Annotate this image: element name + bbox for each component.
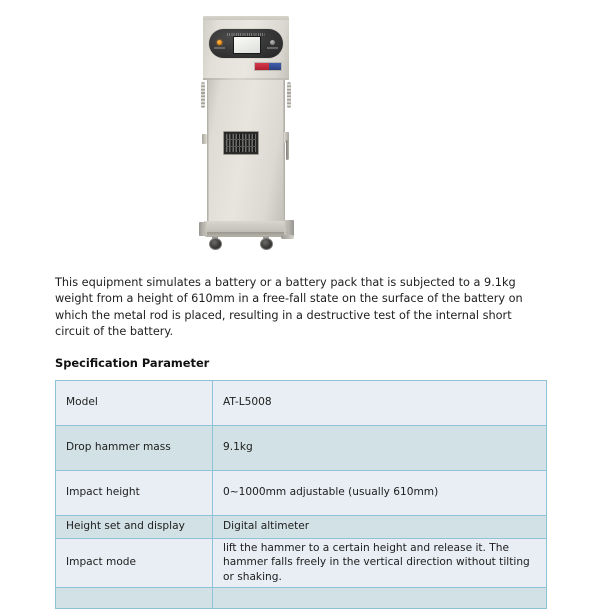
spec-label: Height set and display xyxy=(56,515,213,538)
ventilation-grille-icon xyxy=(223,131,259,155)
caster-wheel-left xyxy=(209,235,220,248)
spec-value: 0~1000mm adjustable (usually 610mm) xyxy=(213,470,547,515)
specification-table-body xyxy=(56,380,547,608)
logo-blue-segment xyxy=(269,63,281,70)
vent-rail-bottom xyxy=(226,146,256,147)
table-row xyxy=(56,470,547,515)
touchscreen-display-icon[interactable] xyxy=(233,36,261,54)
door-edge-left xyxy=(207,80,209,228)
pedal-bar xyxy=(281,235,294,239)
safety-chain-left xyxy=(201,82,205,108)
caster-wheel-left-tire xyxy=(209,238,222,250)
emergency-stop-button[interactable] xyxy=(217,40,222,45)
table-row xyxy=(56,538,547,587)
caster-wheel-right-tire xyxy=(260,238,273,250)
specification-table-wrapper xyxy=(0,370,600,609)
safety-chain-right xyxy=(287,82,291,108)
spec-value: 9.1kg xyxy=(213,425,547,470)
spec-label xyxy=(56,587,213,608)
spec-label: Drop hammer mass xyxy=(56,425,213,470)
power-button-label xyxy=(267,47,278,49)
manufacturer-logo-plate xyxy=(254,62,282,71)
section-heading-specification-parameter: Specification Parameter xyxy=(55,355,210,370)
logo-red-segment xyxy=(255,63,269,70)
product-description: This equipment simulates a battery or a battery pack that is subjected to a 9.1kg weight from a height of 610mm in a free-fall state on the surface of the battery on which the metal rod is placed, resulting in a destructive test of the internal short circuit of the battery. xyxy=(55,276,523,339)
table-row xyxy=(56,380,547,425)
spec-label: Impact mode xyxy=(56,538,213,587)
drop-hammer-test-machine xyxy=(196,16,296,248)
door-handle xyxy=(286,140,289,160)
door-edge-right xyxy=(283,80,285,228)
caster-wheel-right xyxy=(260,235,271,248)
table-row xyxy=(56,587,547,608)
emergency-stop-label xyxy=(214,47,225,49)
spec-label: Impact height xyxy=(56,470,213,515)
spec-value xyxy=(213,587,547,608)
power-button[interactable] xyxy=(270,40,275,45)
spec-value: Digital altimeter xyxy=(213,515,547,538)
product-image xyxy=(0,0,600,262)
vent-rail-top xyxy=(226,139,256,140)
control-panel xyxy=(209,29,283,58)
machine-top-panel xyxy=(203,16,289,20)
spec-value: lift the hammer to a certain height and release it. The hammer falls freely in the vertical direction without tilting or shaking. xyxy=(213,538,547,587)
table-row xyxy=(56,425,547,470)
table-row xyxy=(56,515,547,538)
spec-value: AT-L5008 xyxy=(213,380,547,425)
vent-slats xyxy=(226,134,256,152)
spec-label: Model xyxy=(56,380,213,425)
door-hinge-left xyxy=(202,134,207,144)
foot-bracket-left xyxy=(199,222,207,236)
content-area xyxy=(0,262,600,609)
specification-table xyxy=(55,380,547,609)
